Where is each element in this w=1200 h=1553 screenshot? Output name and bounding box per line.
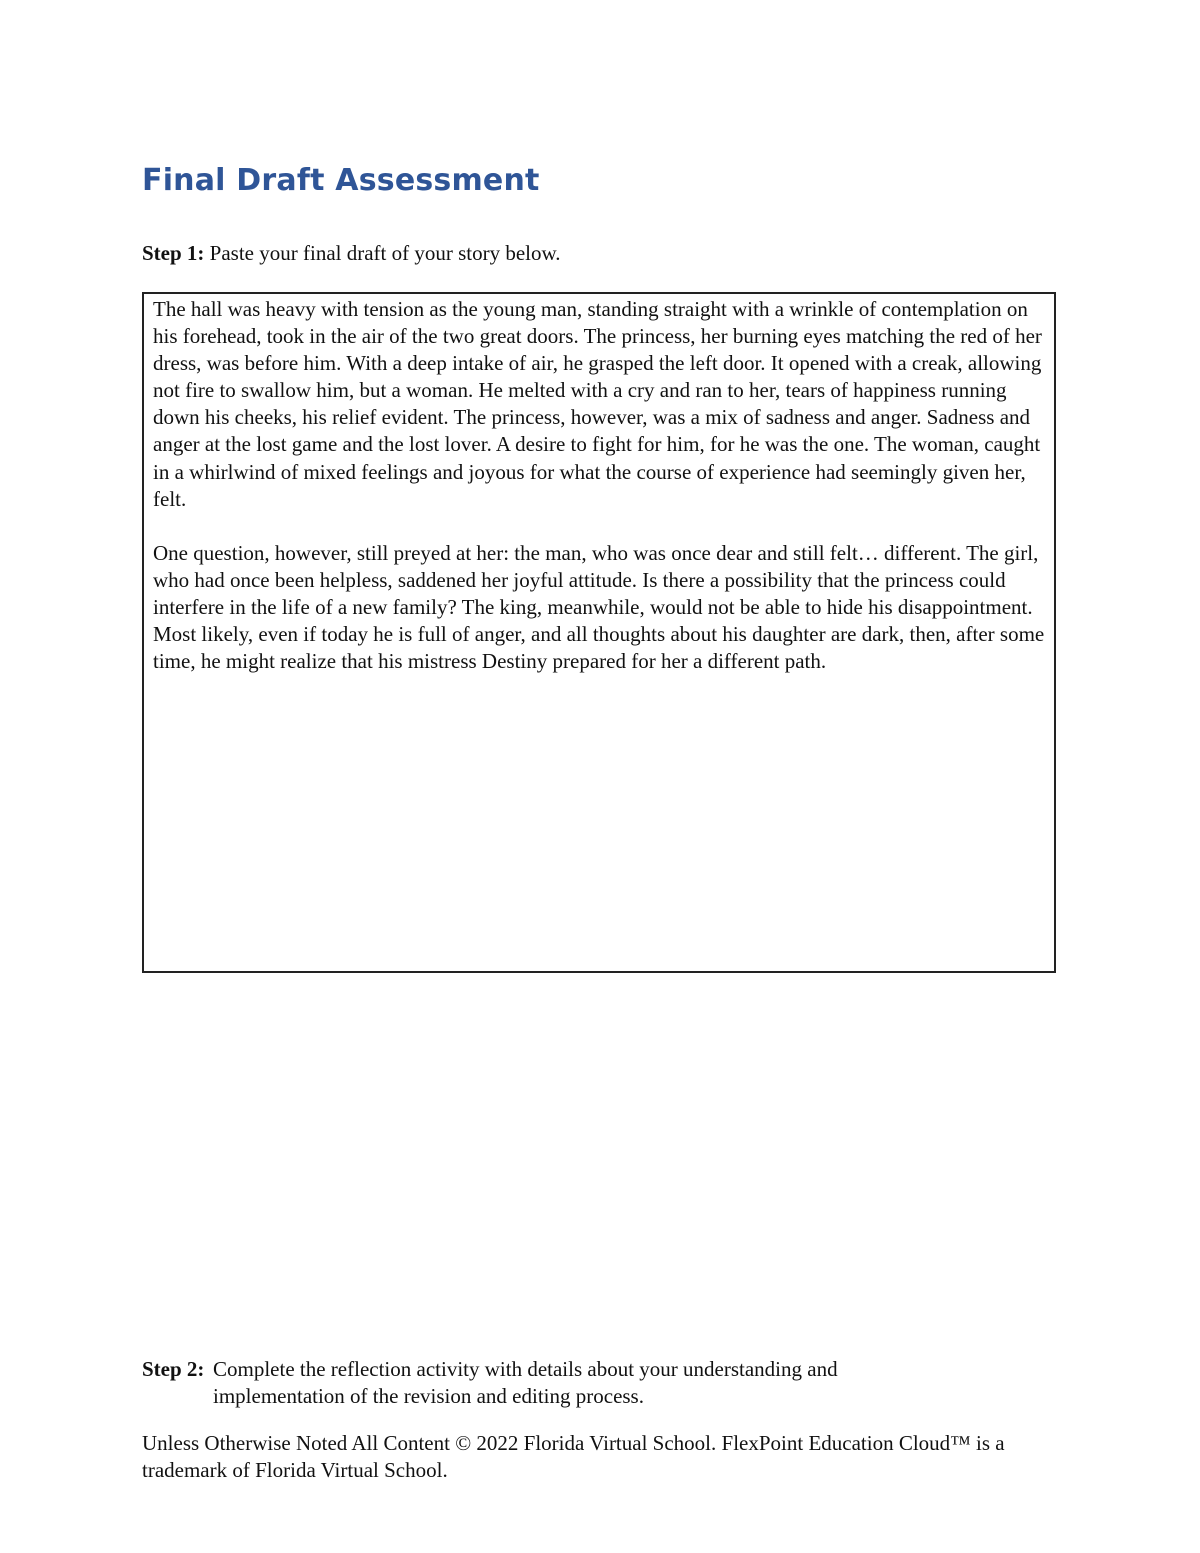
step-2-instruction — [142, 1356, 942, 1410]
step-1-instruction — [142, 240, 561, 267]
step-1-text: Paste your final draft of your story below. — [209, 241, 561, 265]
step-1-label: Step 1: — [142, 241, 205, 265]
step-2-label: Step 2: — [142, 1357, 205, 1381]
draft-paragraph-2: One question, however, still preyed at her: the man, who was once dear and still felt… different. The girl, who had once been helpless, saddened her joyful attitude. Is there a possibility that the princess could interfere in the life of a new family? The king, meanwhile, would not be able to hide his disappointment. Most likely, even if today he is full of anger, and all thoughts about his daughter are dark, then, after some time, he might realize that his mistress Destiny prepared for her a different path. — [153, 540, 1045, 674]
copyright-notice: Unless Otherwise Noted All Content © 2022 Florida Virtual School. FlexPoint Education Cloud™ is a trademark of Florida Virtual School. — [142, 1431, 1005, 1482]
draft-paragraph-1: The hall was heavy with tension as the young man, standing straight with a wrinkle of contemplation on his forehead, took in the air of the two great doors. The princess, her burning eyes matching the red of her dress, was before him. With a deep intake of air, he grasped the left door. It opened with a creak, allowing not fire to swallow him, but a woman. He melted with a cry and ran to her, tears of happiness running down his cheeks, his relief evident. The princess, however, was a mix of sadness and anger. Sadness and anger at the lost game and the lost lover. A desire to fight for him, for he was the one. The woman, caught in a whirlwind of mixed feelings and joyous for what the course of experience had seemingly given her, felt. — [153, 297, 1042, 511]
final-draft-box[interactable] — [142, 292, 1056, 973]
step-2-text: Complete the reflection activity with details about your understanding and implementation of the revision and editing process. — [213, 1357, 838, 1408]
page-title: Final Draft Assessment — [142, 163, 540, 198]
